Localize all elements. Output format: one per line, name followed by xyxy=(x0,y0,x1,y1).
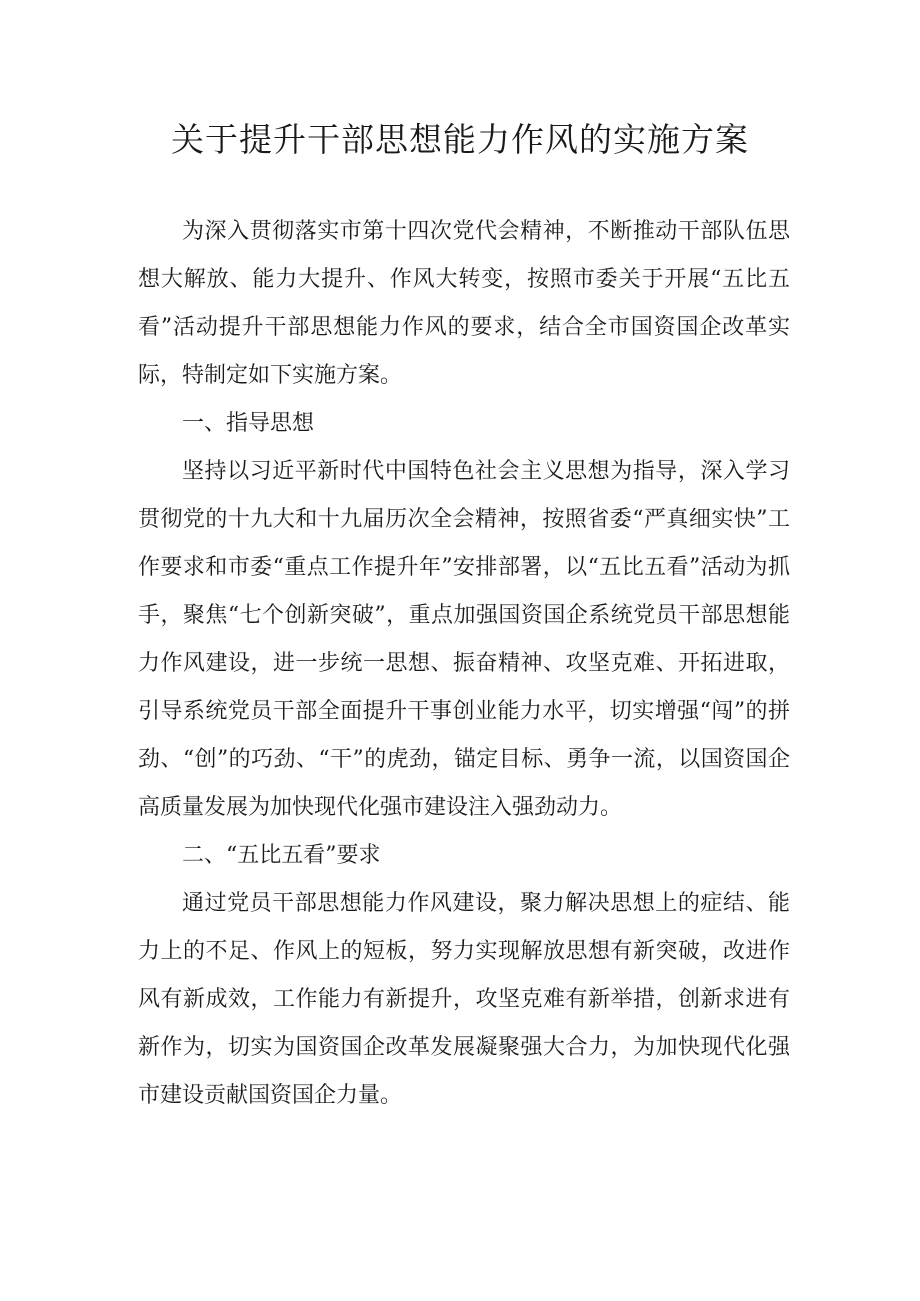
document-body xyxy=(138,208,790,1120)
document-title: 关于提升干部思想能力作风的实施方案 xyxy=(171,120,749,159)
section-1-paragraph: 坚持以习近平新时代中国特色社会主义思想为指导，深入学习贯彻党的十九大和十九届历次全会精神，按照省委“严真细实快”工作要求和市委“重点工作提升年”安排部署，以“五比五看”活动为抓手，聚焦“七个创新突破”，重点加强国资国企系统党员干部思想能力作风建设，进一步统一思想、振奋精神、攻坚克难、开拓进取，引导系统党员干部全面提升干事创业能力水平，切实增强“闯”的拼劲、“创”的巧劲、“干”的虎劲，锚定目标、勇争一流，以国资国企高质量发展为加快现代化强市建设注入强劲动力。 xyxy=(138,459,790,820)
section-2-paragraph: 通过党员干部思想能力作风建设，聚力解决思想上的症结、能力上的不足、作风上的短板，努力实现解放思想有新突破，改进作风有新成效，工作能力有新提升，攻坚克难有新举措，创新求进有新作为，切实为国资国企改革发展凝聚强大合力，为加快现代化强市建设贡献国资国企力量。 xyxy=(138,891,790,1108)
section-2-heading: 二、“五比五看”要求 xyxy=(182,843,381,868)
section-1-heading: 一、指导思想 xyxy=(182,411,315,436)
intro-paragraph: 为深入贯彻落实市第十四次党代会精神，不断推动干部队伍思想大解放、能力大提升、作风大转变，按照市委关于开展“五比五看”活动提升干部思想能力作风的要求，结合全市国资国企改革实际，特制定如下实施方案。 xyxy=(138,219,790,388)
